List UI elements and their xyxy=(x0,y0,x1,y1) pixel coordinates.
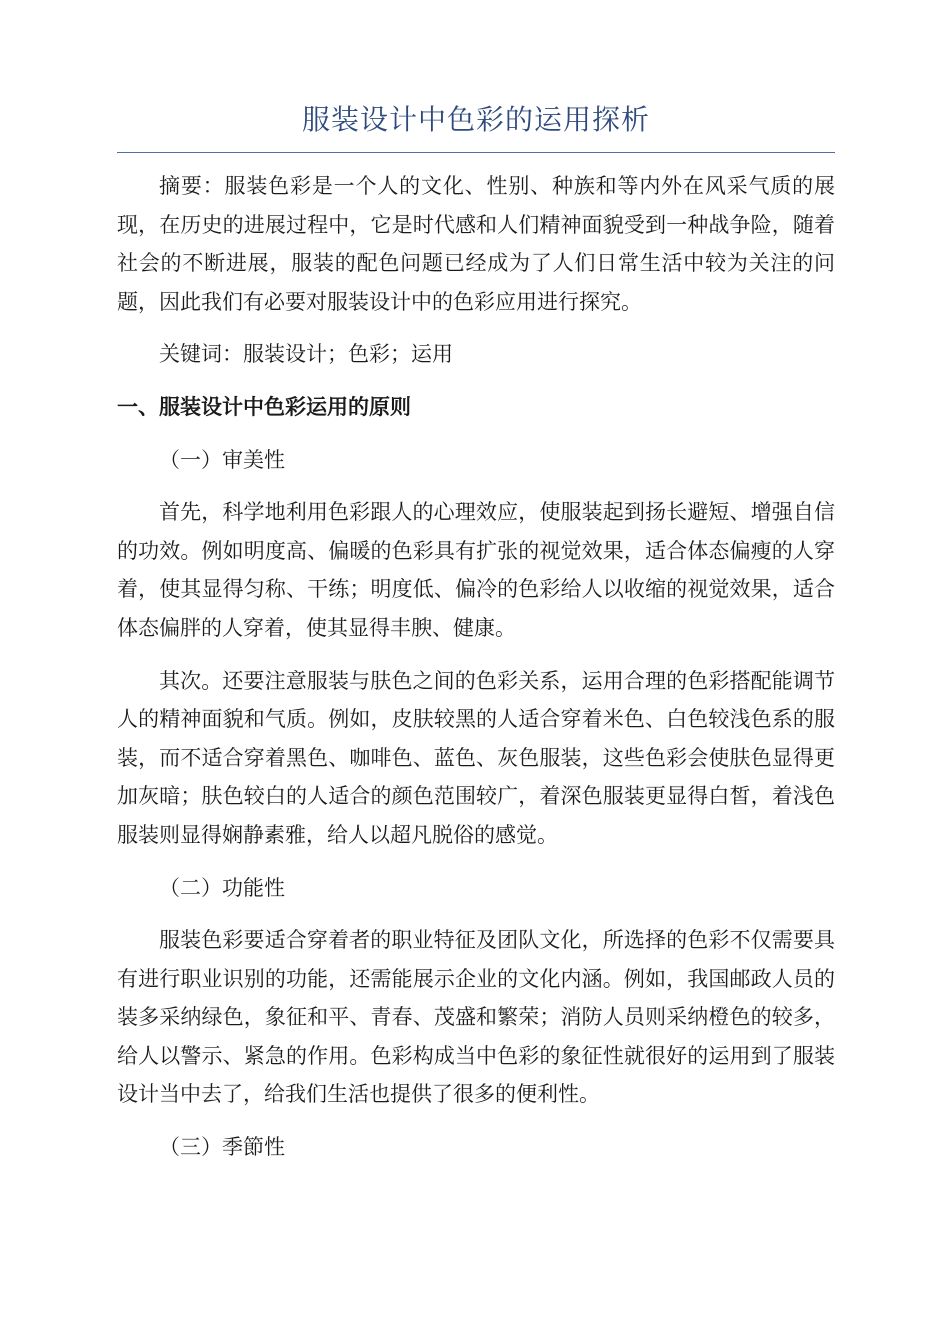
subsection-heading-seasonal: （三）季節性 xyxy=(159,1135,285,1160)
paragraph-aesthetic-1: 首先，科学地利用色彩跟人的心理效应，使服装起到扬长避短、增强自信的功效。例如明度高、偏暖的色彩具有扩张的视觉效果，适合体态偏瘦的人穿着，使其显得匀称、干练；明度低、偏冷的色彩给人以收缩的视觉效果，适合体态偏胖的人穿着，使其显得丰腴、健康。 xyxy=(117,500,835,640)
section-heading-principles: 一、服装设计中色彩运用的原则 xyxy=(117,394,411,419)
paragraph-functional-1: 服装色彩要适合穿着者的职业特征及团队文化，所选择的色彩不仅需要具有进行职业识别的功能，还需能展示企业的文化内涵。例如，我国邮政人员的装多采纳绿色，象征和平、青春、茂盛和繁荣；消防人员则采纳橙色的较多，给人以警示、紧急的作用。色彩构成当中色彩的象征性就很好的运用到了服装设计当中去了，给我们生活也提供了很多的便利性。 xyxy=(117,928,835,1107)
subsection-heading-aesthetic: （一）审美性 xyxy=(159,447,285,472)
keywords-line: 关键词：服装设计；色彩；运用 xyxy=(159,342,453,367)
abstract-paragraph: 摘要：服装色彩是一个人的文化、性别、种族和等内外在风采气质的展现，在历史的进展过程中，它是时代感和人们精神面貌受到一种战争险，随着社会的不断进展，服装的配色问题已经成为了人们日常生活中较为关注的问题，因此我们有必要对服装设计中的色彩应用进行探究。 xyxy=(117,174,835,314)
page-title: 服装设计中色彩的运用探析 xyxy=(301,103,650,136)
title-underline xyxy=(117,152,835,153)
subsection-heading-functional: （二）功能性 xyxy=(159,875,285,900)
paragraph-aesthetic-2: 其次。还要注意服装与肤色之间的色彩关系，运用合理的色彩搭配能调节人的精神面貌和气质。例如，皮肤较黑的人适合穿着米色、白色较浅色系的服装，而不适合穿着黑色、咖啡色、蓝色、灰色服装，这些色彩会使肤色显得更加灰暗；肤色较白的人适合的颜色范围较广，着深色服装更显得白皙，着浅色服装则显得娴静素雅，给人以超凡脱俗的感觉。 xyxy=(117,668,835,847)
document-page xyxy=(117,100,835,1181)
